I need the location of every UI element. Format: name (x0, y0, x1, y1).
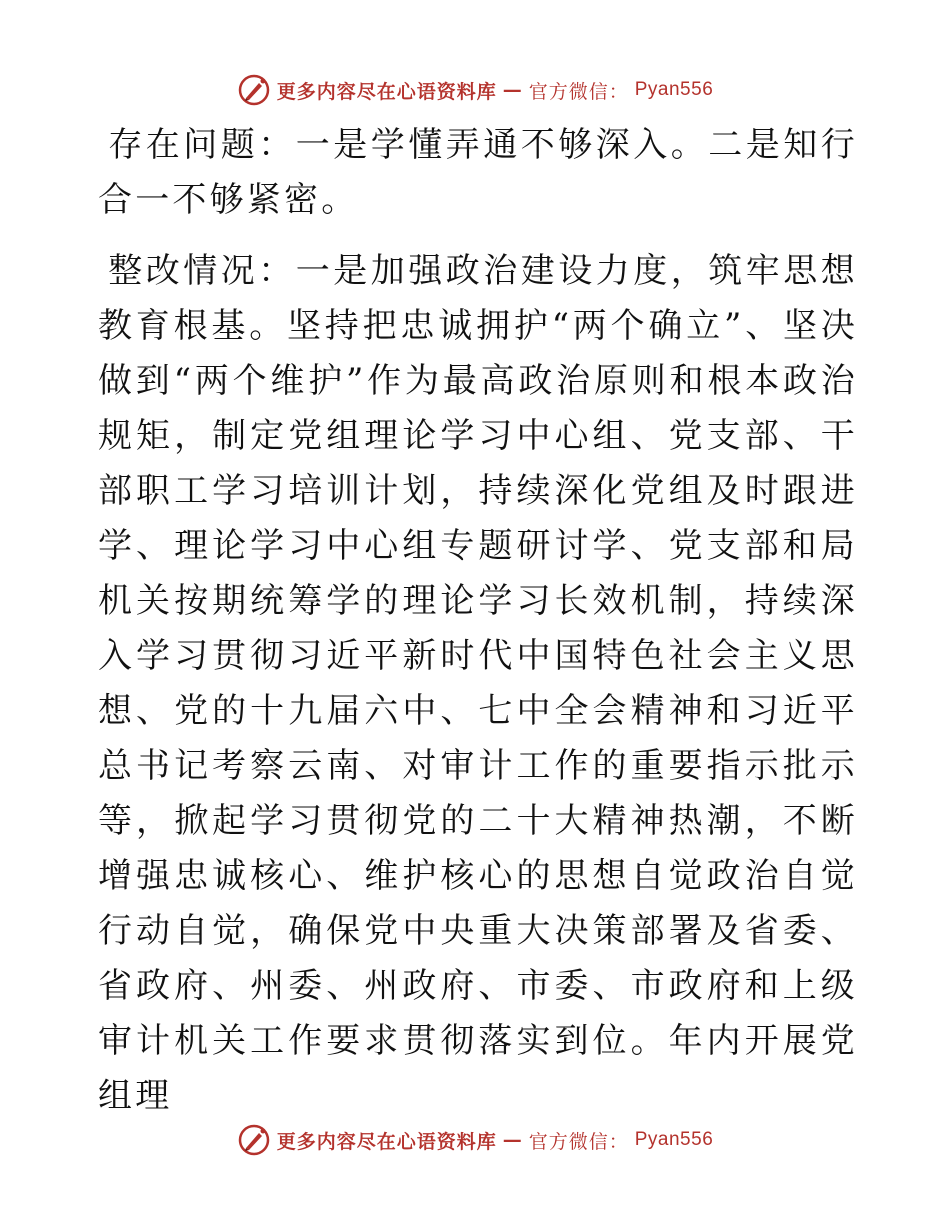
watermark-dash: — (502, 79, 523, 101)
pen-circle-logo-icon (237, 73, 271, 107)
watermark-sub-text: 官方微信： (528, 80, 629, 103)
watermark-footer (0, 1120, 950, 1160)
paragraph-rectification: 整改情况：一是加强政治建设力度，筑牢思想教育根基。坚持把忠诚拥护“两个确立”、坚决做到“两个维护”作为最高政治原则和根本政治规矩，制定党组理论学习中心组、党支部、干部职工学习培训计划，持续深化党组及时跟进学、理论学习中心组专题研讨学、党支部和局机关按期统筹学的理论学习长效机制，持续深入学习贯彻习近平新时代中国特色社会主义思想、党的十九届六中、七中全会精神和习近平总书记考察云南、对审计工作的重要指示批示等，掀起学习贯彻党的二十大精神热潮，不断增强忠诚核心、维护核心的思想自觉政治自觉行动自觉，确保党中央重大决策部署及省委、省政府、州委、州政府、市委、市政府和上级审计机关工作要求贯彻落实到位。年内开展党组理 (98, 251, 858, 1116)
watermark-id: Pyan556 (634, 1129, 714, 1150)
pen-circle-logo-icon (237, 1123, 271, 1157)
watermark-main-text: 更多内容尽在心语资料库 (276, 1130, 497, 1153)
paragraph-problems: 存在问题：一是学懂弄通不够深入。二是知行合一不够紧密。 (98, 125, 858, 220)
watermark-header (0, 70, 950, 110)
watermark-dash: — (502, 1129, 523, 1151)
watermark-main-text: 更多内容尽在心语资料库 (276, 80, 497, 103)
document-body (98, 118, 858, 1124)
watermark-sub-text: 官方微信： (528, 1130, 629, 1153)
watermark-id: Pyan556 (634, 79, 714, 100)
